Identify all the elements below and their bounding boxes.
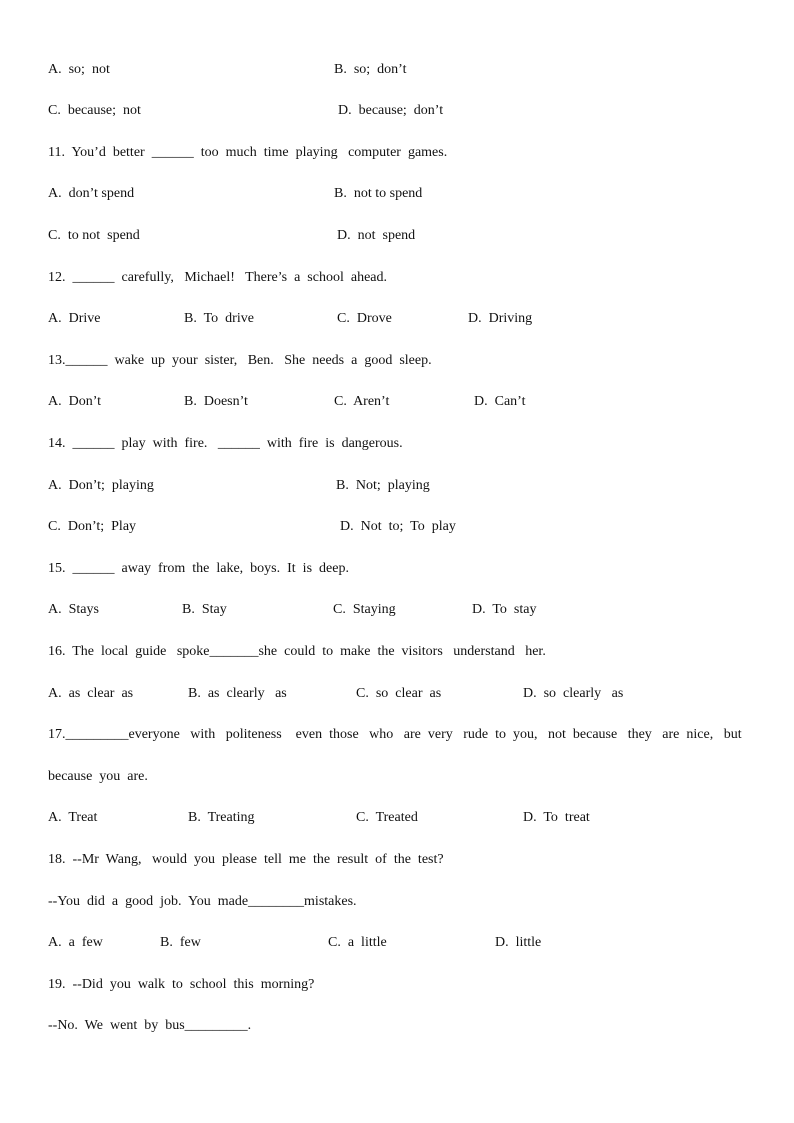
answer-option: C. so clear as	[356, 686, 442, 701]
answer-option: A. Treat	[48, 810, 98, 825]
answer-option: D. not spend	[337, 228, 416, 243]
answer-option: B. not to spend	[334, 186, 423, 201]
answer-option: D. Driving	[468, 311, 533, 326]
answer-option: A. as clear as	[48, 686, 134, 701]
answer-option: A. Stays	[48, 602, 99, 617]
question-text: 17._________everyone with politeness even those who are very rude to you, not because they are nice, but	[48, 727, 742, 742]
answer-option: D. To stay	[472, 602, 537, 617]
answer-option: C. Treated	[356, 810, 418, 825]
answer-option: A. Don’t	[48, 394, 102, 409]
question-text: 18. --Mr Wang, would you please tell me the result of the test?	[48, 852, 444, 867]
question-text: 12. ______ carefully, Michael! There’s a school ahead.	[48, 270, 388, 285]
answer-option: B. Doesn’t	[184, 394, 248, 409]
answer-option: A. Don’t; playing	[48, 478, 154, 493]
answer-option: C. Staying	[333, 602, 396, 617]
answer-option: C. because; not	[48, 103, 141, 118]
answer-option: D. little	[495, 935, 542, 950]
answer-option: A. a few	[48, 935, 103, 950]
answer-option: B. so; don’t	[334, 62, 407, 77]
question-text: 19. --Did you walk to school this morning?	[48, 977, 315, 992]
question-text: 11. You’d better ______ too much time playing computer games.	[48, 145, 448, 160]
answer-option: C. Aren’t	[334, 394, 390, 409]
answer-option: A. don’t spend	[48, 186, 135, 201]
answer-option: B. few	[160, 935, 201, 950]
answer-option: B. To drive	[184, 311, 254, 326]
answer-option: D. To treat	[523, 810, 590, 825]
answer-option: D. because; don’t	[338, 103, 444, 118]
question-text: --No. We went by bus_________.	[48, 1018, 252, 1033]
answer-option: B. Treating	[188, 810, 255, 825]
question-text: 15. ______ away from the lake, boys. It is deep.	[48, 561, 349, 576]
question-text: --You did a good job. You made________mistakes.	[48, 894, 357, 909]
answer-option: B. as clearly as	[188, 686, 287, 701]
answer-option: D. so clearly as	[523, 686, 624, 701]
question-text: 14. ______ play with fire. ______ with fire is dangerous.	[48, 436, 403, 451]
answer-option: A. Drive	[48, 311, 101, 326]
answer-option: D. Not to; To play	[340, 519, 456, 534]
question-text: 16. The local guide spoke_______she could to make the visitors understand her.	[48, 644, 546, 659]
answer-option: D. Can’t	[474, 394, 526, 409]
answer-option: B. Not; playing	[336, 478, 430, 493]
answer-option: C. to not spend	[48, 228, 140, 243]
answer-option: B. Stay	[182, 602, 227, 617]
question-text: 13.______ wake up your sister, Ben. She needs a good sleep.	[48, 353, 432, 368]
answer-option: C. a little	[328, 935, 387, 950]
answer-option: C. Don’t; Play	[48, 519, 137, 534]
question-text: because you are.	[48, 769, 148, 784]
answer-option: A. so; not	[48, 62, 110, 77]
answer-option: C. Drove	[337, 311, 392, 326]
